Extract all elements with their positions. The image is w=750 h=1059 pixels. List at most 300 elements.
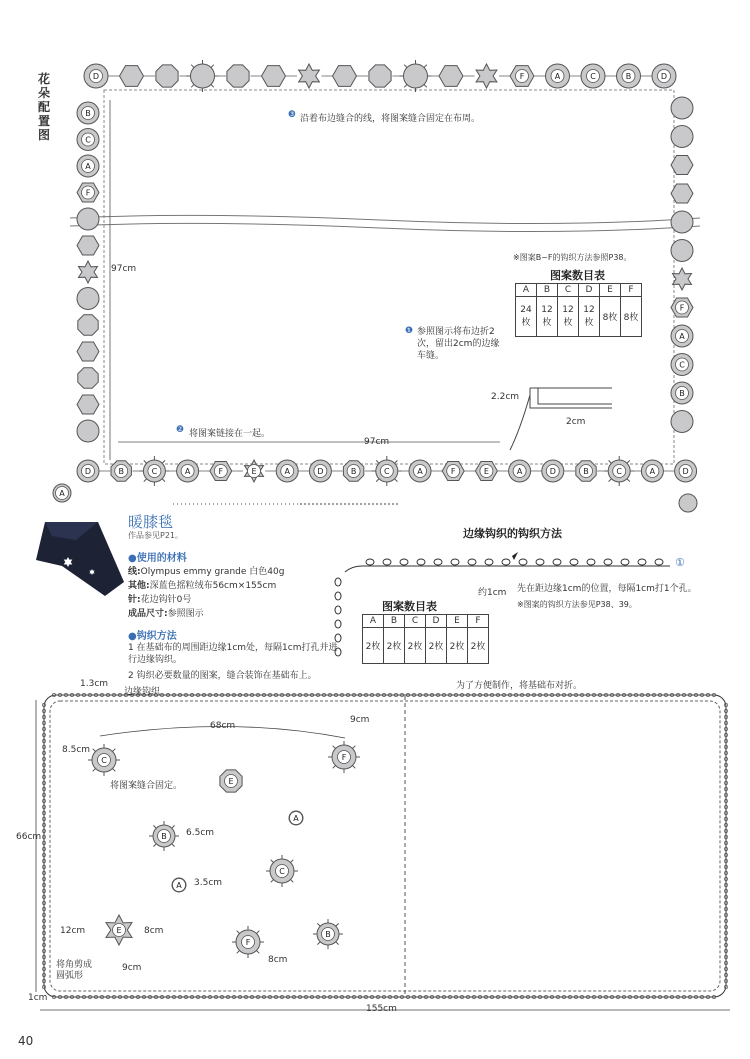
product-ref: 作品参见P21。 — [128, 531, 184, 540]
yarn-value: Olympus emmy grande 白色40g — [140, 567, 285, 577]
dim-3-5: 3.5cm — [194, 878, 223, 888]
motif-letter: A — [679, 332, 685, 341]
motif-badge-spike — [627, 479, 630, 482]
motif-circle — [53, 484, 71, 502]
motif-badge-spike — [256, 950, 259, 953]
motif-circle — [77, 102, 99, 124]
motif-letter: B — [85, 109, 91, 118]
edge-chain-loop — [400, 559, 408, 565]
motif-circle-shape — [671, 126, 693, 148]
dim-12: 12cm — [60, 926, 86, 936]
motif-circle — [77, 208, 99, 230]
motif-hex-shape — [120, 66, 144, 87]
method-step-1: 1 在基础布的周围距边缘1cm处，每隔1cm打孔并进行边缘钩织。 — [128, 643, 338, 665]
table2-head-f: F — [468, 615, 489, 628]
side-title: 花朵配置图 — [38, 72, 51, 142]
motif-badge-spike — [317, 923, 320, 926]
table1-count-b: 12枚 — [537, 297, 558, 337]
edge-chain-loop — [587, 559, 595, 565]
motif-letter: A — [554, 72, 561, 81]
motif-letter: F — [450, 467, 456, 476]
motif-hex — [442, 462, 464, 481]
dim-width-97: 97cm — [364, 437, 390, 447]
motif-badge-spike — [376, 460, 379, 463]
motif-circle — [289, 811, 303, 825]
motif-circle-shape — [77, 420, 99, 442]
motif-oct — [78, 368, 98, 388]
edge-crochet-label: 边缘钩织 — [124, 687, 161, 697]
edge-chain-loop-vertical — [335, 620, 341, 628]
motif-letter: A — [649, 467, 656, 476]
step-2-marker: ❷ — [176, 425, 185, 435]
motif-letter: E — [228, 777, 234, 786]
motif-badge — [400, 60, 432, 92]
motif-circle — [77, 155, 99, 177]
table1-count-e: 8枚 — [600, 297, 621, 337]
dim-8-5: 8.5cm — [62, 745, 91, 755]
motif-hex — [210, 462, 232, 481]
motif-star — [245, 460, 264, 482]
motif-letter: C — [590, 72, 596, 81]
motif-hex — [77, 395, 99, 414]
motif-letter: C — [85, 135, 91, 145]
motif-badge-spike — [404, 65, 407, 68]
motif-letter: B — [625, 72, 632, 81]
motif-circle-shape — [77, 288, 99, 310]
motif-circle — [309, 460, 331, 482]
motif-hex — [439, 66, 463, 87]
edge-chain-loop — [366, 559, 374, 565]
edge-chain-loop-vertical — [335, 578, 341, 586]
edge-chain-loop — [434, 559, 442, 565]
dim-9-b: 9cm — [122, 963, 142, 973]
fold-pointer — [510, 395, 530, 450]
table2-head-d: D — [426, 615, 447, 628]
table1-head-a: A — [516, 284, 537, 297]
motif-circle — [77, 460, 99, 482]
method-heading: ●钩织方法 — [128, 631, 177, 642]
motif-circle — [617, 64, 641, 88]
product-name: 暖膝毯 — [128, 513, 174, 531]
blanket-photo — [36, 522, 124, 596]
motif-circle-shape — [679, 494, 697, 512]
motif-badge-spike — [290, 860, 293, 863]
motif-hex — [475, 462, 497, 481]
motif-letter: D — [682, 467, 689, 476]
motif-hex — [120, 66, 144, 87]
edge-stitch-line — [345, 566, 670, 572]
motif-circle — [671, 126, 693, 148]
ref-note-top: ※图案B~F的钩织方法参照P38。 — [513, 253, 632, 262]
motif-circle — [581, 64, 605, 88]
motif-letter: A — [59, 489, 65, 498]
motif-star — [299, 64, 320, 88]
motif-oct-shape — [369, 65, 391, 87]
motif-oct — [343, 461, 363, 481]
motif-badge-spike — [172, 825, 175, 828]
table2-count-b: 2枚 — [384, 628, 405, 664]
table2-head-e: E — [447, 615, 468, 628]
motif-badge-spike — [404, 84, 407, 87]
edge-about: 约1cm — [478, 588, 507, 598]
motif-star-shape — [476, 64, 497, 88]
table1-head-e: E — [600, 284, 621, 297]
page-number: 40 — [18, 1034, 34, 1048]
motif-badge — [149, 821, 179, 851]
motif-badge-spike — [271, 860, 274, 863]
motif-circle — [675, 460, 697, 482]
motif-letter: A — [176, 881, 182, 890]
motif-star — [673, 268, 692, 290]
motif-badge-spike — [271, 879, 274, 882]
motif-letter: B — [583, 467, 589, 476]
dim-fold-outer: 2.2cm — [491, 392, 520, 402]
motif-letter: E — [251, 467, 257, 476]
edge-chain-loop — [383, 559, 391, 565]
step-1-text: 参照图示将布边折2次，留出2cm的边缘车缝。 — [417, 327, 500, 361]
table1-title: 图案数目表 — [550, 269, 605, 282]
table2-count-a: 2枚 — [363, 628, 384, 664]
motif-letter: B — [118, 467, 124, 476]
fold-detail-lines — [530, 388, 612, 408]
step-2-text: 将图案链接在一起。 — [189, 429, 271, 439]
motif-circle-shape — [671, 411, 693, 433]
motif-hex — [671, 156, 693, 175]
motif-oct — [78, 315, 98, 335]
dim-height-97: 97cm — [111, 264, 137, 274]
motif-hex — [671, 184, 693, 203]
motif-letter: F — [341, 753, 347, 762]
motif-circle — [77, 420, 99, 442]
motif-letter: A — [284, 467, 290, 476]
table2 — [362, 614, 489, 664]
motif-badge-shape — [191, 64, 215, 88]
motif-oct — [369, 65, 391, 87]
edge-chain-loop — [638, 559, 646, 565]
motif-hex — [333, 66, 357, 87]
motif-circle — [671, 382, 693, 404]
motif-badge-spike — [162, 479, 165, 482]
dim-1-3: 1.3cm — [80, 679, 109, 689]
motif-hex — [671, 298, 693, 317]
motif-oct — [227, 65, 249, 87]
motif-circle — [84, 64, 108, 88]
motif-letter: C — [151, 467, 158, 476]
motif-circle — [671, 240, 693, 262]
table1-count-c: 12枚 — [558, 297, 579, 337]
size-line — [128, 606, 204, 619]
motif-badge-spike — [424, 65, 427, 68]
motif-circle — [671, 211, 693, 233]
edge-row-number: ① — [675, 556, 685, 569]
motif-circle — [409, 460, 431, 482]
table1-head-d: D — [579, 284, 600, 297]
motif-star — [476, 64, 497, 88]
motif-badge — [187, 60, 219, 92]
motif-badge — [232, 926, 264, 958]
edge-start-arrow — [512, 552, 518, 560]
other-line — [128, 578, 276, 591]
motif-letter: C — [101, 756, 107, 765]
edge-chain-loop — [451, 559, 459, 565]
dim-9: 9cm — [350, 715, 370, 725]
edge-chain-loop — [502, 559, 510, 565]
other-value: 深蓝色摇粒绒布56cm×155cm — [149, 581, 277, 591]
motif-circle-shape — [671, 211, 693, 233]
base-fabric-inner — [50, 701, 720, 991]
motif-badge-spike — [376, 479, 379, 482]
motif-badge-spike — [333, 765, 336, 768]
motif-hex — [510, 66, 534, 87]
motif-letter: A — [516, 467, 523, 476]
motif-badge-spike — [112, 768, 115, 771]
table2-count-c: 2枚 — [405, 628, 426, 664]
motif-circle-shape — [671, 240, 693, 262]
motif-hex-shape — [439, 66, 463, 87]
size-value: 参照图示 — [167, 609, 204, 619]
motif-oct-shape — [227, 65, 249, 87]
motif-circle-shape — [77, 208, 99, 230]
motif-letter: D — [92, 72, 100, 81]
edge-chain-loop-vertical — [335, 634, 341, 642]
motif-letter: B — [325, 930, 331, 939]
motif-letter: D — [660, 72, 668, 81]
edge-chain-loop — [519, 559, 527, 565]
motif-circle — [671, 97, 693, 119]
needle-line — [128, 592, 191, 605]
motif-letter: A — [184, 467, 191, 476]
motif-hex-shape — [671, 184, 693, 203]
motif-badge-spike — [162, 460, 165, 463]
motif-circle — [276, 460, 298, 482]
edge-chain-loop — [485, 559, 493, 565]
motif-letter: E — [116, 926, 122, 935]
edge-chain-loop — [553, 559, 561, 565]
sew-note: 将图案缝合固定。 — [110, 781, 183, 791]
corner-note: 将角剪成圆弧形 — [56, 960, 93, 981]
motif-badge — [372, 456, 402, 486]
table1-head-c: C — [558, 284, 579, 297]
motif-letter: D — [84, 467, 92, 476]
motif-badge-spike — [609, 479, 612, 482]
motif-letter: B — [161, 832, 167, 841]
materials-heading: ●使用的材料 — [128, 553, 187, 564]
motif-letter: F — [218, 467, 224, 476]
edge-chain-loop — [621, 559, 629, 565]
edge-chain-loop — [536, 559, 544, 565]
motif-badge-spike — [237, 931, 240, 934]
motif-circle — [671, 354, 693, 376]
motif-letter: D — [317, 467, 324, 476]
motif-badge-spike — [290, 879, 293, 882]
table1-head-b: B — [537, 284, 558, 297]
dim-fold-inner: 2cm — [566, 417, 586, 427]
table1-count-a: 24枚 — [516, 297, 537, 337]
motif-star-shape — [299, 64, 320, 88]
motif-letter: F — [245, 938, 251, 947]
motif-hex-shape — [262, 66, 286, 87]
motif-circle — [509, 460, 531, 482]
fold-note: 为了方便制作，将基础布对折。 — [456, 681, 583, 691]
motif-circle — [671, 411, 693, 433]
table1-count-d: 12枚 — [579, 297, 600, 337]
motif-letter: E — [483, 467, 489, 476]
motif-circle — [679, 494, 697, 512]
motif-badge-spike — [93, 768, 96, 771]
motif-badge-spike — [336, 942, 339, 945]
motif-oct — [111, 461, 131, 481]
motif-badge — [604, 456, 634, 486]
motif-letter: C — [679, 360, 685, 370]
step-3-marker: ❸ — [288, 110, 297, 120]
motif-badge-spike — [395, 479, 398, 482]
edge-ref: ※图案的钩织方法参见P38、39。 — [517, 600, 637, 609]
table1 — [515, 283, 642, 337]
motif-letter: F — [85, 188, 91, 198]
motif-circle — [77, 288, 99, 310]
motif-badge — [88, 744, 120, 776]
motif-badge-spike — [317, 942, 320, 945]
table1-head-f: F — [621, 284, 642, 297]
edge-chain-loop — [570, 559, 578, 565]
motif-badge — [313, 919, 343, 949]
yarn-line — [128, 564, 284, 577]
motif-hex-shape — [77, 236, 99, 255]
motif-hex — [77, 183, 99, 202]
motif-badge-spike — [93, 749, 96, 752]
motif-oct — [156, 65, 178, 87]
motif-letter: F — [519, 72, 525, 81]
motif-circle — [671, 325, 693, 347]
motif-badge — [328, 741, 360, 773]
base-fabric-outline — [44, 695, 726, 997]
dim-1: 1cm — [28, 993, 48, 1003]
motif-circle-shape — [671, 97, 693, 119]
edge-chain-loop-vertical — [335, 606, 341, 614]
table1-count-f: 8枚 — [621, 297, 642, 337]
motif-letter: B — [350, 467, 357, 476]
motif-badge-spike — [333, 746, 336, 749]
motif-letter: C — [616, 467, 622, 476]
needle-value: 花边钩针0号 — [140, 595, 192, 605]
motif-badge-spike — [191, 65, 194, 68]
dim-155: 155cm — [366, 1004, 397, 1014]
motif-badge-spike — [609, 460, 612, 463]
motif-oct — [576, 461, 596, 481]
motif-letter: A — [417, 467, 423, 476]
motif-badge — [139, 456, 169, 486]
motif-letter: A — [85, 162, 91, 171]
edge-section-title: 边缘钩织的钩织方法 — [463, 527, 562, 540]
break-line-bottom — [70, 223, 700, 231]
motif-badge-spike — [153, 844, 156, 847]
motif-badge-spike — [112, 749, 115, 752]
edge-note: 先在距边缘1cm的位置，每隔1cm打1个孔。 — [517, 584, 697, 594]
needle-label: 针: — [128, 595, 141, 605]
motif-badge-spike — [211, 84, 214, 87]
motif-oct-shape — [78, 315, 98, 335]
motif-circle — [172, 878, 186, 892]
method-step-2: 2 钩织必要数量的图案，缝合装饰在基础布上。 — [128, 671, 317, 681]
motif-badge-spike — [172, 844, 175, 847]
motif-letter: F — [679, 303, 685, 313]
step-3-text: 沿着布边缝合的线，将图案缝合固定在布周。 — [300, 114, 481, 124]
motif-circle — [641, 460, 663, 482]
motif-hex — [262, 66, 286, 87]
table2-head-a: A — [363, 615, 384, 628]
motif-hex — [77, 342, 99, 361]
motif-badge-spike — [256, 931, 259, 934]
yarn-label: 线: — [128, 567, 141, 577]
motif-star — [79, 261, 98, 283]
motif-badge-spike — [237, 950, 240, 953]
motif-oct-shape — [78, 368, 98, 388]
motif-letter: C — [384, 467, 390, 476]
motif-circle — [546, 64, 570, 88]
table2-count-f: 2枚 — [468, 628, 489, 664]
dim-66: 66cm — [16, 832, 42, 842]
motif-badge-spike — [144, 460, 147, 463]
edge-chain-loop — [468, 559, 476, 565]
motif-badge-spike — [627, 460, 630, 463]
motif-badge-spike — [211, 65, 214, 68]
motif-badge-spike — [424, 84, 427, 87]
motif-star-shape — [79, 261, 98, 283]
motif-hex — [77, 236, 99, 255]
motif-letter: A — [293, 814, 299, 823]
motif-badge-spike — [395, 460, 398, 463]
motif-badge-shape — [404, 64, 428, 88]
motif-circle — [77, 129, 99, 151]
break-line-top — [70, 215, 700, 223]
motif-hex-shape — [333, 66, 357, 87]
motif-badge-spike — [352, 746, 355, 749]
dim-68: 68cm — [210, 721, 236, 731]
motif-badge-spike — [144, 479, 147, 482]
motif-hex-shape — [77, 342, 99, 361]
edge-chain-loop — [417, 559, 425, 565]
edge-chain-loop — [655, 559, 663, 565]
motif-star — [106, 915, 132, 945]
motif-badge-spike — [336, 923, 339, 926]
motif-badge-spike — [191, 84, 194, 87]
table2-title: 图案数目表 — [382, 600, 437, 613]
table2-count-e: 2枚 — [447, 628, 468, 664]
motif-badge-spike — [352, 765, 355, 768]
step-1-marker: ❶ — [405, 326, 414, 336]
motif-star-shape — [673, 268, 692, 290]
motif-oct-shape — [156, 65, 178, 87]
table2-head-b: B — [384, 615, 405, 628]
table2-head-c: C — [405, 615, 426, 628]
dim-6-5: 6.5cm — [186, 828, 215, 838]
size-label: 成品尺寸: — [128, 609, 168, 619]
edge-chain-loop — [604, 559, 612, 565]
motif-hex-shape — [671, 156, 693, 175]
table2-count-d: 2枚 — [426, 628, 447, 664]
motif-circle — [652, 64, 676, 88]
edge-chain-loop-vertical — [335, 592, 341, 600]
dim-8-b: 8cm — [268, 955, 288, 965]
dim-8-a: 8cm — [144, 926, 164, 936]
motif-hex-shape — [77, 395, 99, 414]
motif-circle — [542, 460, 564, 482]
motif-oct — [220, 770, 242, 792]
motif-letter: B — [679, 389, 685, 398]
motif-letter: C — [279, 867, 285, 876]
motif-letter: D — [549, 467, 556, 476]
other-label: 其他: — [128, 581, 150, 591]
